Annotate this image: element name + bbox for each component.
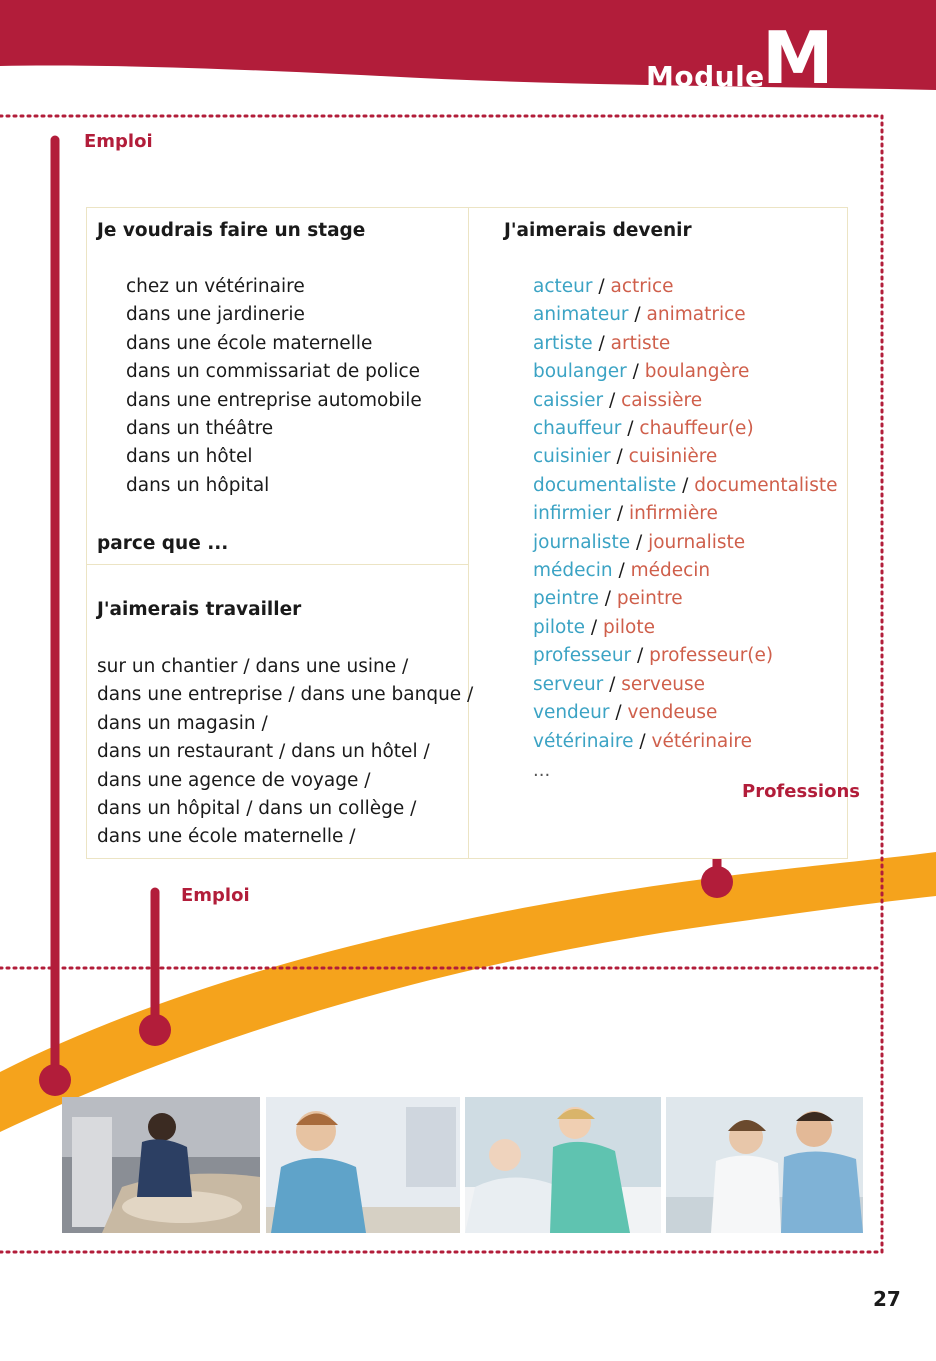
profession-item xyxy=(533,500,837,528)
list-item: dans un magasin / xyxy=(97,712,268,734)
list-item: dans un restaurant / dans un hôtel / xyxy=(97,741,430,763)
profession-item xyxy=(533,387,837,415)
list-item: dans un commissariat de police xyxy=(126,361,421,383)
profession-separator: / xyxy=(610,446,629,468)
list-item: dans une jardinerie xyxy=(126,304,305,326)
module-word: Module xyxy=(646,60,765,93)
profession-item xyxy=(533,415,837,443)
photo-student xyxy=(266,1097,460,1233)
profession-masculine: chauffeur xyxy=(533,418,622,440)
profession-masculine: documentaliste xyxy=(533,474,677,496)
photo-doctor xyxy=(666,1097,863,1233)
profession-masculine: boulanger xyxy=(533,361,627,383)
list-item: dans une école maternelle / xyxy=(97,826,356,848)
profession-separator: / xyxy=(676,474,695,496)
list-item: dans une entreprise automobile xyxy=(126,389,422,411)
profession-item xyxy=(533,642,837,670)
profession-masculine: artiste xyxy=(533,332,593,354)
profession-separator: / xyxy=(592,332,611,354)
profession-item xyxy=(533,699,837,727)
label-professions: Professions xyxy=(742,781,860,802)
profession-ellipsis: ... xyxy=(533,760,551,781)
profession-separator: / xyxy=(633,730,652,752)
devenir-heading: J'aimerais devenir xyxy=(504,220,692,241)
profession-masculine: pilote xyxy=(533,616,585,638)
list-item: dans un hôpital / dans un collège / xyxy=(97,798,417,820)
profession-separator: / xyxy=(621,418,640,440)
profession-item xyxy=(533,529,837,557)
profession-masculine: caissier xyxy=(533,389,604,411)
list-item: dans un hôtel xyxy=(126,446,253,468)
pin-head-right xyxy=(701,866,733,898)
travail-list xyxy=(97,653,473,852)
profession-feminine: infirmière xyxy=(628,503,718,525)
label-emploi-top: Emploi xyxy=(84,131,153,152)
pin-head-middle xyxy=(139,1014,171,1046)
orange-swoosh xyxy=(0,852,936,1132)
profession-item xyxy=(533,330,837,358)
list-item: dans un théâtre xyxy=(126,418,274,440)
profession-masculine: vétérinaire xyxy=(533,730,634,752)
stage-list xyxy=(126,273,422,500)
profession-separator: / xyxy=(610,503,629,525)
profession-feminine: cuisinière xyxy=(628,446,718,468)
profession-feminine: peintre xyxy=(616,588,683,610)
profession-item xyxy=(533,443,837,471)
list-item: dans un hôpital xyxy=(126,474,270,496)
profession-separator: / xyxy=(598,588,617,610)
profession-feminine: vendeuse xyxy=(627,702,718,724)
profession-item xyxy=(533,728,837,756)
profession-feminine: journaliste xyxy=(648,531,746,553)
profession-feminine: professeur(e) xyxy=(649,645,774,667)
profession-separator: / xyxy=(628,304,647,326)
profession-item xyxy=(533,273,837,301)
profession-feminine: boulangère xyxy=(644,361,750,383)
profession-feminine: actrice xyxy=(610,276,674,297)
label-emploi-bottom: Emploi xyxy=(181,885,250,906)
profession-masculine: journaliste xyxy=(533,531,631,553)
profession-feminine: vétérinaire xyxy=(651,730,752,752)
because-text: parce que ... xyxy=(97,533,229,554)
profession-masculine: animateur xyxy=(533,304,629,326)
profession-feminine: caissière xyxy=(621,389,703,411)
profession-masculine: professeur xyxy=(533,645,632,667)
profession-item xyxy=(533,358,837,386)
profession-item xyxy=(533,585,837,613)
profession-separator: / xyxy=(630,531,649,553)
list-item: dans une école maternelle xyxy=(126,332,373,354)
profession-separator: / xyxy=(626,361,645,383)
profession-separator: / xyxy=(609,702,628,724)
profession-separator: / xyxy=(584,616,603,638)
profession-masculine: infirmier xyxy=(533,503,611,525)
profession-masculine: peintre xyxy=(533,588,599,610)
photo-mechanic xyxy=(62,1097,260,1233)
profession-feminine: documentaliste xyxy=(694,474,838,496)
profession-item xyxy=(533,614,837,642)
profession-feminine: chauffeur(e) xyxy=(639,418,754,440)
profession-masculine: médecin xyxy=(533,560,613,582)
profession-item xyxy=(533,472,837,500)
travail-heading: J'aimerais travailler xyxy=(97,599,302,620)
profession-separator: / xyxy=(603,389,622,411)
profession-item xyxy=(533,557,837,585)
profession-item xyxy=(533,671,837,699)
module-letter: M xyxy=(762,16,834,100)
profession-feminine: artiste xyxy=(610,332,671,354)
profession-feminine: médecin xyxy=(630,560,711,582)
pin-head-left xyxy=(39,1064,71,1096)
stage-heading: Je voudrais faire un stage xyxy=(97,220,366,241)
profession-separator: / xyxy=(631,645,650,667)
list-item: dans une entreprise / dans une banque / xyxy=(97,684,474,706)
profession-feminine: pilote xyxy=(602,616,655,638)
list-item: sur un chantier / dans une usine / xyxy=(97,656,409,677)
profession-masculine: vendeur xyxy=(533,702,610,724)
profession-masculine: serveur xyxy=(533,673,604,695)
profession-masculine: cuisinier xyxy=(533,446,611,468)
list-item: dans une agence de voyage / xyxy=(97,769,371,791)
profession-separator: / xyxy=(603,673,622,695)
photo-nurse xyxy=(465,1097,661,1233)
profession-feminine: animatrice xyxy=(646,304,746,326)
profession-separator: / xyxy=(612,560,631,582)
row-divider xyxy=(86,564,468,565)
profession-item xyxy=(533,301,837,329)
profession-separator: / xyxy=(592,276,611,297)
profession-list xyxy=(533,273,837,756)
page-number: 27 xyxy=(873,1287,901,1311)
profession-feminine: serveuse xyxy=(621,673,705,695)
profession-masculine: acteur xyxy=(533,276,593,297)
list-item: chez un vétérinaire xyxy=(126,276,305,297)
